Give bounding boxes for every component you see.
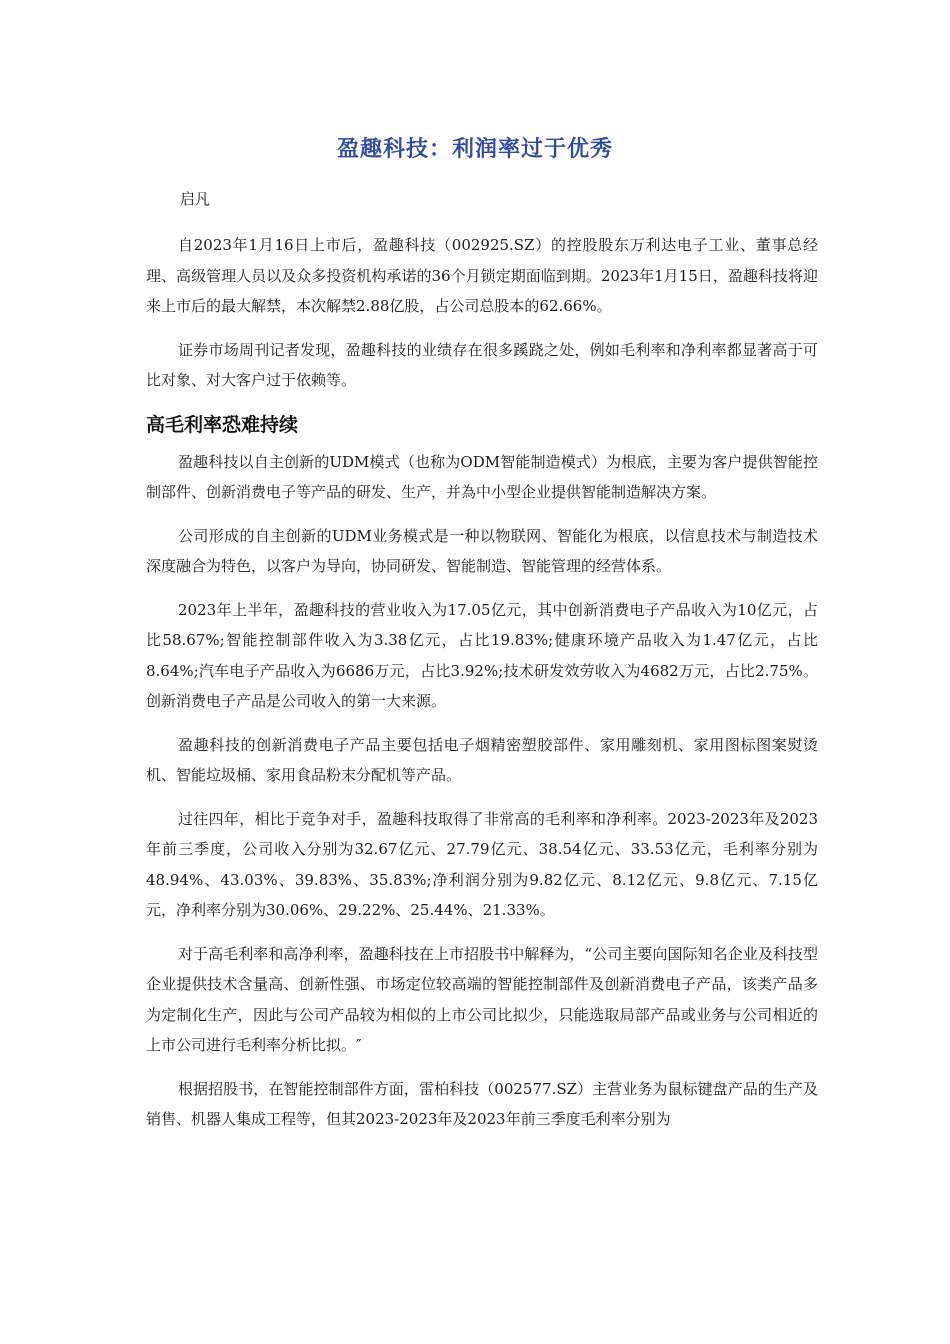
author-name: 启凡 xyxy=(180,190,211,208)
paragraph: 盈趣科技以自主创新的UDM模式（也称为ODM智能制造模式）为根底，主要为客户提供智能控制部件、创新消费电子等产品的研发、生产，并為中小型企业提供智能制造解决方案。 xyxy=(146,452,818,501)
paragraph: 公司形成的自主创新的UDM业务模式是一种以物联网、智能化为根底，以信息技术与制造技术深度融合为特色，以客户为导向，协同研发、智能制造、智能管理的经营体系。 xyxy=(146,526,818,575)
article-body xyxy=(146,230,818,1148)
paragraph: 2023年上半年，盈趣科技的营业收入为17.05亿元，其中创新消费电子产品收入为10亿元，占比58.67%;智能控制部件收入为3.38亿元，占比19.83%;健康环境产品收入为1.47亿元，占比8.64%;汽车电子产品收入为6686万元，占比3.92%;技术研发效劳收入为4682万元，占比2.75%。创新消费电子产品是公司收入的第一大来源。 xyxy=(146,600,818,710)
paragraph: 盈趣科技的创新消费电子产品主要包括电子烟精密塑胶部件、家用雕刻机、家用图标图案熨烫机、智能垃圾桶、家用食品粉末分配机等产品。 xyxy=(146,735,818,784)
paragraph: 证券市场周刊记者发现，盈趣科技的业绩存在很多蹊跷之处，例如毛利率和净利率都显著高于可比对象、对大客户过于依赖等。 xyxy=(146,340,818,389)
article-title: 盈趣科技：利润率过于优秀 xyxy=(336,137,613,162)
paragraph: 过往四年，相比于竞争对手，盈趣科技取得了非常高的毛利率和净利率。2023-2023年及2023年前三季度，公司收入分别为32.67亿元、27.79亿元、38.54亿元、33.53亿元，毛利率分别为48.94%、43.03%、39.83%、35.83%;净利润分别为9.82亿元、8.12亿元、9.8亿元、7.15亿元，净利率分别为30.06%、29.22%、25.44%、21.33%。 xyxy=(146,809,818,919)
paragraph: 对于高毛利率和高净利率，盈趣科技在上市招股书中解释为，“公司主要向国际知名企业及科技型企业提供技术含量高、创新性强、市场定位较高端的智能控制部件及创新消费电子产品，该类产品多为定制化生产，因此与公司产品较为相似的上市公司比拟少，只能选取局部产品或业务与公司相近的上市公司进行毛利率分析比拟。″ xyxy=(146,944,818,1054)
paragraph: 自2023年1月16日上市后，盈趣科技（002925.SZ）的控股股东万利达电子工业、董事总经理、高级管理人员以及众多投资机构承诺的36个月锁定期面临到期。2023年1月15日，盈趣科技将迎来上市后的最大解禁，本次解禁2.88亿股，占公司总股本的62.66%。 xyxy=(146,236,818,315)
paragraph: 根据招股书，在智能控制部件方面，雷柏科技（002577.SZ）主营业务为鼠标键盘产品的生产及销售、机器人集成工程等，但其2023-2023年及2023年前三季度毛利率分别为 xyxy=(146,1079,818,1128)
section-heading: 高毛利率恐难持续 xyxy=(146,413,299,436)
